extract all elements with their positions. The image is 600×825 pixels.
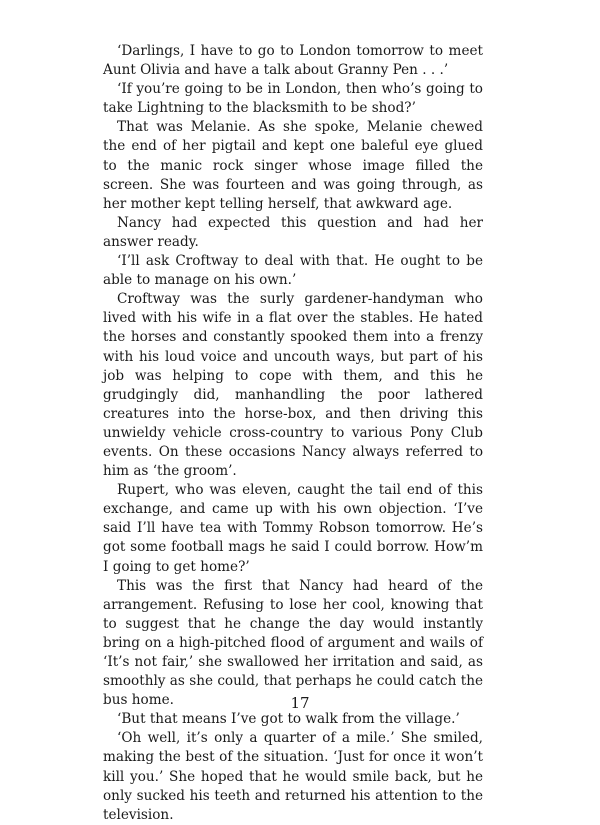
paragraph: That was Melanie. As she spoke, Melanie chewed the end of her pigtail and kept one baleful eye glued to the manic rock singer whose image filled the screen. She was fourteen and was going through, as her mother kept telling herself, that awkward age.	[103, 119, 483, 212]
paragraph: Croftway was the surly gardener-handyman who lived with his wife in a flat over the stables. He hated the horses and constantly spooked them into a frenzy with his loud voice and uncouth ways, but part of his job was helping to cope with them, and this he grudgingly did, manhandling the poor lathered creatures into the horse-box, and then driving this unwieldy vehicle cross-country to various Pony Club events. On these occasions Nancy always referred to him as ‘the groom’.	[103, 291, 483, 480]
page-number: 17	[290, 694, 310, 712]
paragraph: ‘Oh well, it’s only a quarter of a mile.’ She smiled, making the best of the situation. ‘Just for once it won’t kill you.’ She hoped that he would smile back, but he only sucked his teeth and returned his attention to the television.	[103, 730, 483, 823]
paragraph: Rupert, who was eleven, caught the tail end of this exchange, and came up with his own objection. ‘I’ve said I’ll have tea with Tommy Robson tomorrow. He’s got some football mags he said I could borrow. How’m I going to get home?’	[103, 482, 483, 575]
paragraph: ‘If you’re going to be in London, then who’s going to take Lightning to the blacksmith to be shod?’	[103, 81, 483, 117]
paragraph: ‘But that means I’ve got to walk from the village.’	[117, 711, 460, 728]
paragraph: Nancy had expected this question and had her answer ready.	[103, 214, 483, 250]
paragraph: ‘Darlings, I have to go to London tomorrow to meet Aunt Olivia and have a talk about Granny Pen . . .’	[103, 43, 483, 79]
paragraph: This was the first that Nancy had heard of the arrangement. Refusing to lose her cool, knowing that to suggest that he change the day would instantly bring on a high-pitched flood of argument and wails of ‘It’s not fair,’ she swallowed her irritation and said, as smoothly as she could, that perhaps he could catch the bus home.	[103, 577, 483, 709]
paragraph: ‘I’ll ask Croftway to deal with that. He ought to be able to manage on his own.’	[103, 253, 483, 289]
